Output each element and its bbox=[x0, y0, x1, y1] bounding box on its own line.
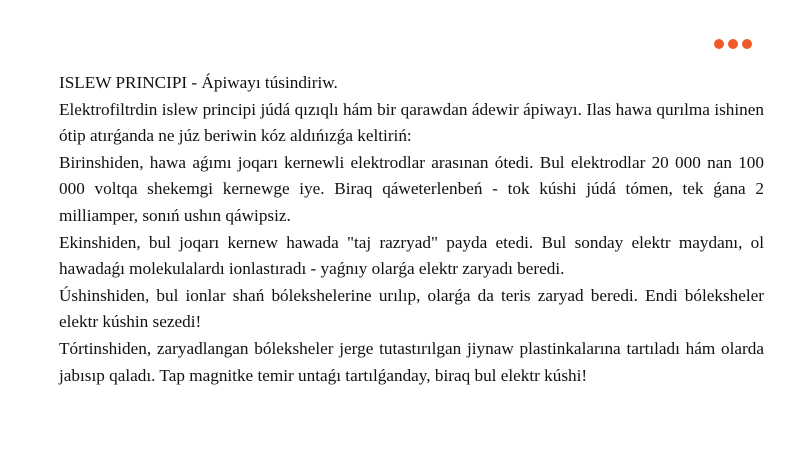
paragraph-second: Ekinshiden, bul joqarı kernew hawada "taj razryad" payda etedi. Bul sonday elektr maydanı, ol hawadaǵı molekulalardı ionlastıradı - yaǵnıy olarǵa elektr zaryadı beredi. bbox=[59, 232, 764, 279]
paragraph-intro: Elektrofiltrdin islew principi júdá qızıqlı hám bir qarawdan ádewir ápiwayı. Ilas hawa qurılma ishinen ótip atırǵanda ne júz beriwin kóz aldıńızǵa keltiriń: bbox=[59, 99, 764, 146]
paragraph-third: Úshinshiden, bul ionlar shań bólekshelerine urılıp, olarǵa da teris zaryad beredi. Endi bóleksheler elektr kúshin sezedi! bbox=[59, 285, 764, 332]
title-line: ISLEW PRINCIPI - Ápiwayı túsindiriw. bbox=[59, 73, 338, 92]
dot bbox=[742, 39, 752, 49]
more-dots-icon[interactable] bbox=[714, 39, 752, 49]
paragraph-first: Birinshiden, hawa aǵımı joqarı kernewli elektrodlar arasınan ótedi. Bul elektrodlar 20 000 nan 100 000 voltqa shekemgi kernewge iye. Biraq qáweterlenbeń - tok kúshi júdá tómen, tek ǵana 2 milliamper, sonıń ushın qáwipsiz. bbox=[59, 152, 764, 225]
paragraph-fourth: Tórtinshiden, zaryadlangan bóleksheler jerge tutastırılgan jiynaw plastinkalarına tartıladı hám olarda jabısıp qaladı. Tap magnitke temir untaǵı tartılǵanday, biraq bul elektr kúshi! bbox=[59, 338, 764, 385]
dot bbox=[728, 39, 738, 49]
dot bbox=[714, 39, 724, 49]
document-body bbox=[59, 70, 764, 389]
